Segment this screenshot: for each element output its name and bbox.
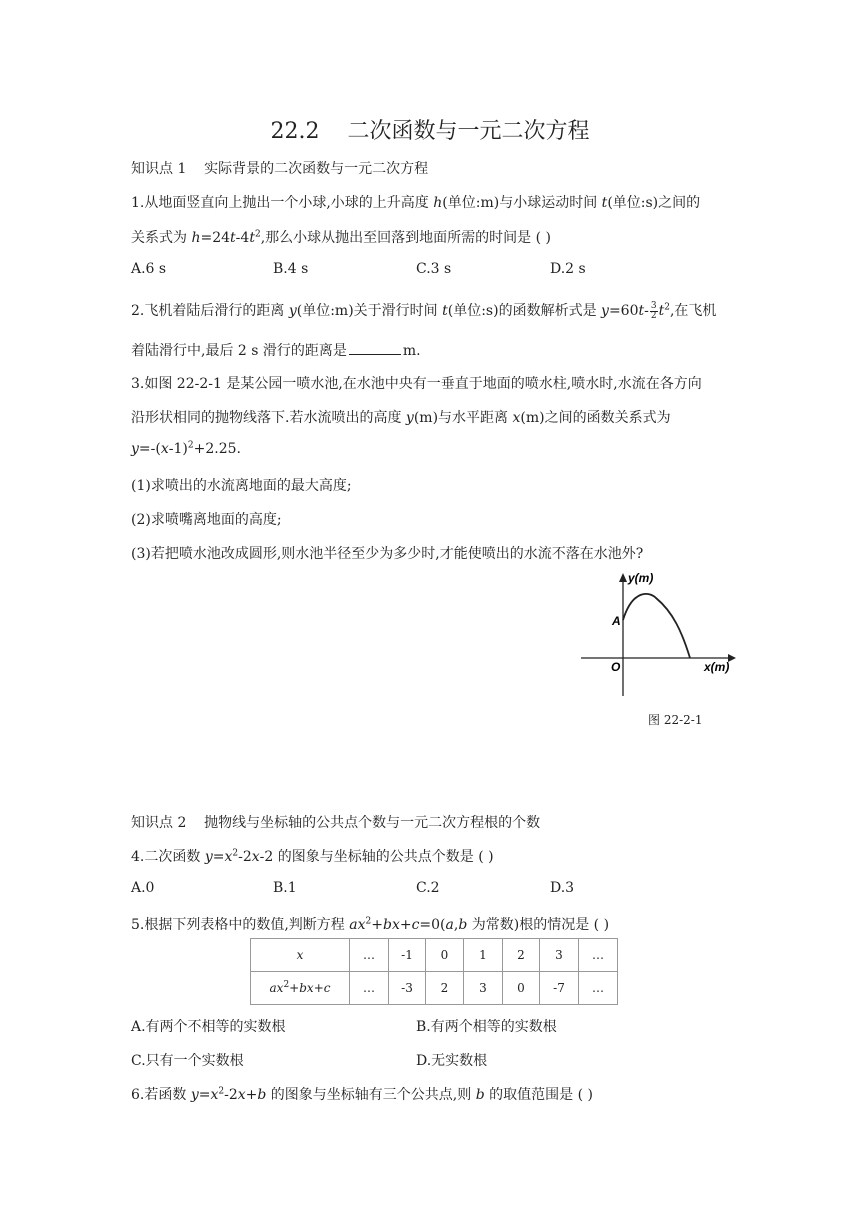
q2-var: y [601,303,609,319]
q5-option-c[interactable]: C.只有一个实数根 [131,1053,244,1069]
q5-option-d[interactable]: D.无实数根 [416,1053,488,1069]
table-cell: 0 [503,972,540,1005]
q2-var: t [442,303,448,319]
parabola-curve [623,594,690,658]
q1-text: (单位:m)与小球运动时间 [442,195,602,211]
fountain-figure [578,570,738,700]
fraction-numerator: 3 [650,300,657,311]
q2-text: ,在飞机 [669,303,717,319]
table-cell: 3 [540,939,579,972]
q3-var: x [160,441,169,457]
table-cell: -3 [389,972,426,1005]
question-3-line-2 [131,407,671,427]
q2-text: m. [402,343,421,359]
y-axis-label: y(m) [628,571,654,585]
title-text: 二次函数与一元二次方程 [347,119,590,144]
q4-option-d[interactable]: D.3 [550,880,575,896]
q1-text: (单位:s)之间的 [607,195,701,211]
q2-var: y [288,303,297,319]
q3-text: 沿形状相同的抛物线落下.若水流喷出的高度 [131,410,406,426]
q1-text: ,那么小球从抛出至回落到地面所需的时间是 ( ) [260,230,551,246]
table-cell-header: $ax^2+bx+c$ [251,972,350,1005]
question-1-line-1 [131,192,700,212]
question-2-line-1: 2.飞机着陆后滑行的距离 y(单位:m)关于滑行时间 t(单位:s)的函数解析式是 y=60t- $\frac{3}{2}$ $t^2$,在飞机 [131,300,717,321]
question-5: 5.根据下列表格中的数值,判断方程 $ax^2+bx+c=0(a,b$ 为常数)根的情况是 ( ) [131,916,610,933]
q2-fraction [650,302,658,321]
table-cell: … [350,939,389,972]
q3-var: x [512,410,521,426]
section-1-label: 知识点 1 [131,161,187,177]
table-row [251,939,618,972]
question-3-formula [131,441,241,457]
q3-text: (m)之间的函数关系式为 [520,410,671,426]
section-2-heading [131,812,540,832]
table-cell: 2 [426,972,464,1005]
q6-text: 6.若函数 [131,1087,191,1103]
point-a-label: A [612,614,621,628]
table-cell: -7 [540,972,579,1005]
y-axis-arrow-icon [619,573,627,582]
question-3-line-1: 3.如图 22-2-1 是某公园一喷水池,在水池中央有一垂直于地面的喷水柱,喷水时,水流在各方向 [131,376,702,392]
q5-text: 为常数)根的情况是 ( ) [467,917,610,933]
q1-var: t [230,230,236,246]
section-1-text: 实际背景的二次函数与一元二次方程 [204,161,429,177]
question-3-sub-2: (2)求喷嘴离地面的高度; [131,512,282,528]
q2-text: (单位:s)的函数解析式是 [447,303,602,319]
q2-text: (单位:m)关于滑行时间 [296,303,443,319]
figure-caption: 图 22-2-1 [648,713,703,727]
table-cell: … [579,972,618,1005]
fraction-denominator: 2 [650,310,657,321]
table-cell: … [579,939,618,972]
q6-text: 的图象与坐标轴有三个公共点,则 [266,1087,476,1103]
q1-var: h [433,195,443,211]
origin-label: O [611,660,621,674]
q4-option-b[interactable]: B.1 [273,880,297,896]
table-cell-header: x [251,939,350,972]
q2-text: 2.飞机着陆后滑行的距离 [131,303,289,319]
q5-option-b[interactable]: B.有两个相等的实数根 [416,1019,557,1035]
table-cell: -1 [389,939,426,972]
q1-option-b[interactable]: B.4 s [273,261,309,277]
q4-text: 4.二次函数 [131,849,205,865]
q3-var: y [131,441,139,457]
question-4: 4.二次函数 $y=x^2-2x-2$ 的图象与坐标轴的公共点个数是 ( ) [131,848,494,865]
values-table [250,938,618,1005]
question-3-sub-1: (1)求喷出的水流离地面的最大高度; [131,478,352,494]
q5-text: 5.根据下列表格中的数值,判断方程 [131,917,350,933]
q1-var: h [191,230,201,246]
q1-text: =24 [200,230,231,246]
q3-text: =-( [138,441,161,457]
q1-exponent: 2 [254,229,261,240]
q1-var: t [601,195,608,211]
question-3-sub-3: (3)若把喷水池改成圆形,则水池半径至少为多少时,才能使喷出的水流不落在水池外? [131,546,644,562]
question-6: 6.若函数 $y=x^2-2x+b$ 的图象与坐标轴有三个公共点,则 b 的取值范围是 ( ) [131,1086,593,1103]
q3-text: +2.25. [193,441,241,457]
question-1-line-2 [131,227,551,247]
q1-option-c[interactable]: C.3 s [416,261,452,277]
q6-var: b [475,1087,485,1103]
section-2-text: 抛物线与坐标轴的公共点个数与一元二次方程根的个数 [204,815,541,831]
q4-option-c[interactable]: C.2 [416,880,440,896]
q1-var: t [249,230,255,246]
page-title [0,114,860,145]
q4-text: 的图象与坐标轴的公共点个数是 ( ) [277,849,494,865]
q1-text: -4 [235,230,250,246]
table-cell: 3 [464,972,503,1005]
q6-text: 的取值范围是 ( ) [484,1087,593,1103]
q5-option-a[interactable]: A.有两个不相等的实数根 [131,1019,286,1035]
section-2-label: 知识点 2 [131,815,187,831]
q2-exponent: 2 [664,302,670,313]
table-cell: 2 [503,939,540,972]
q2-var: t [658,303,665,319]
q4-option-a[interactable]: A.0 [131,880,155,896]
q3-text: -1) [168,441,188,457]
q2-var: t [638,303,645,319]
table-cell: … [350,972,389,1005]
section-1-heading [131,158,428,178]
table-cell: 0 [426,939,464,972]
title-number: 22.2 [270,119,320,144]
q1-option-a[interactable]: A.6 s [131,261,167,277]
q3-text: (m)与水平距离 [413,410,513,426]
q3-exponent: 2 [187,440,194,451]
q2-text: =60 [608,303,639,319]
table-cell: 1 [464,939,503,972]
table-row [251,972,618,1005]
question-2-line-2 [131,340,421,360]
x-axis-label: x(m) [704,660,730,674]
answer-blank[interactable] [349,342,401,355]
q3-var: y [405,410,414,426]
q1-option-d[interactable]: D.2 s [550,261,586,277]
q5-text: =0( [419,917,446,933]
q2-text: 着陆滑行中,最后 2 s 滑行的距离是 [131,343,347,359]
q1-text: 1.从地面竖直向上抛出一个小球,小球的上升高度 [131,195,434,211]
q1-text: 关系式为 [131,230,192,246]
